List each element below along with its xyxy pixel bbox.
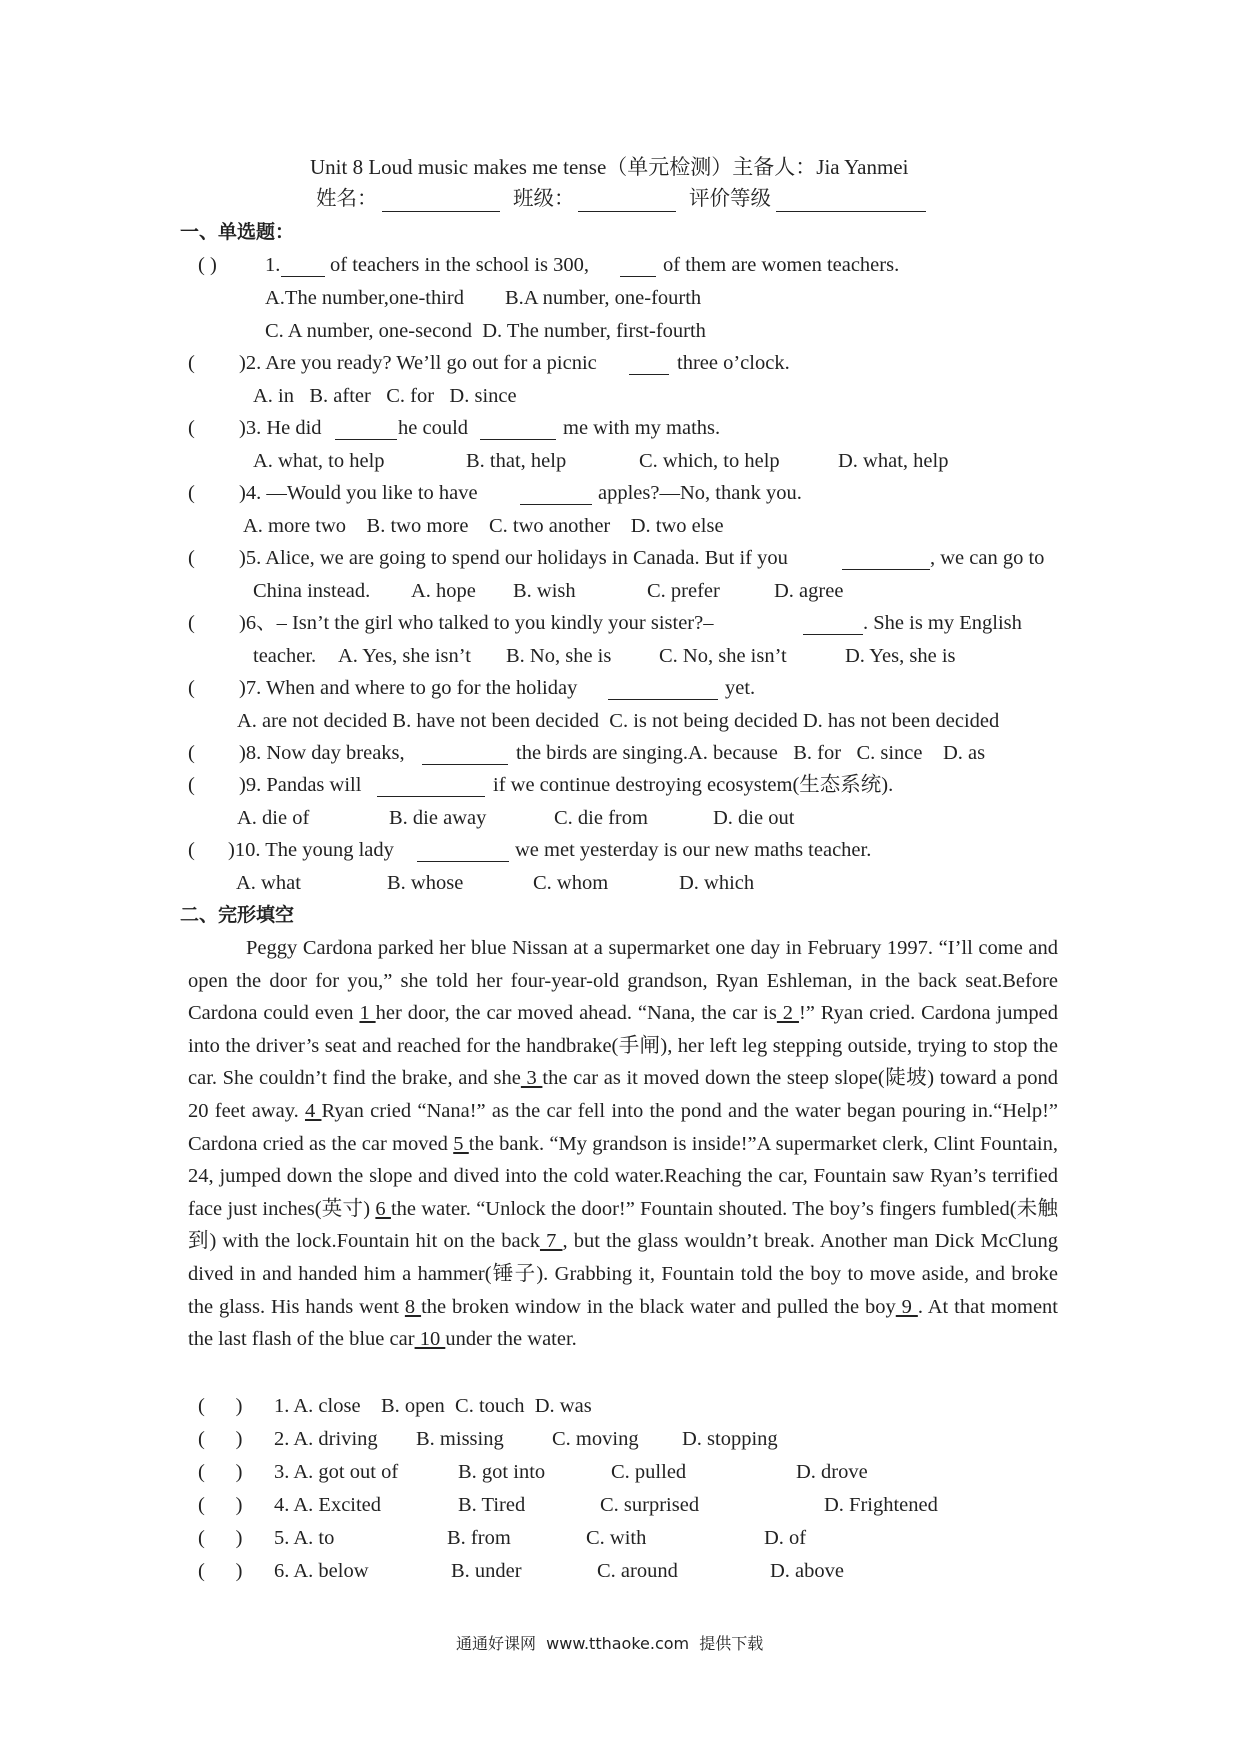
passage-text-6: the bank. “My grandson is inside!”A supermarket clerk, Clint Fountain, 24, jumped down the slope and dived into the cold water.Reaching the car, Fountain saw Ryan’s terrified face just inches(英寸) [188,1132,1058,1220]
q3-option-b: B. that, help [466,450,567,472]
q10-option-b: B. whose [387,872,464,894]
q10-stem-end: we met yesterday is our new maths teacher. [515,839,872,861]
q7-options: A. are not decided B. have not been decided C. is not being decided D. has not been decided [237,710,1000,732]
q9-blank [377,776,485,797]
c5-paren: ( ) [198,1527,243,1549]
passage-text-4: the car as it moved down the steep slope(陡坡) toward a pond 20 feet away. [188,1067,1059,1122]
q1-blank-1 [281,256,325,277]
q6-option-a: A. Yes, she isn’t [338,645,471,667]
q6-option-d: D. Yes, she is [845,645,956,667]
c5-label: 5. A. to [274,1527,335,1549]
cloze-blank-5: 5 [453,1132,469,1155]
q3-stem-mid: he could [398,417,469,439]
c3-option-d: D. drove [796,1461,868,1483]
passage-text-9: the broken window in the black water and pulled the boy [421,1295,896,1318]
q6-continuation: teacher. [253,645,317,667]
cloze-blank-1: 1 [359,1002,376,1025]
c6-paren: ( ) [198,1560,243,1582]
worksheet-title: Unit 8 Loud music makes me tense（单元检测）主备人：Jia Yanmei [310,155,909,179]
q1-number: 1. [265,254,281,276]
c5-option-b: B. from [447,1527,511,1549]
passage-text-5: Ryan cried “Nana!” as the car fell into the pond and the water began pouring in.“Help!” Cardona cried as the car moved [188,1099,1058,1155]
cloze-blank-6: 6 [375,1197,391,1220]
section1-heading: 一、单选题： [180,221,295,243]
q5-option-b: B. wish [513,580,576,602]
grade-blank [776,191,926,212]
passage-text-3: !” Ryan cried. Cardona jumped into the driver’s seat and reached for the handbrake(手闸), her left leg stepping outside, trying to stop the car. She couldn’t find the brake, and she [188,1002,1059,1090]
c1-paren: ( ) [198,1395,243,1417]
q1-options-1: A.The number,one-third B.A number, one-fourth [265,287,702,309]
q3-blank-1 [335,419,397,440]
q5-blank [842,549,930,570]
cloze-blank-2: 2 [776,1002,799,1025]
q3-option-c: C. which, to help [639,450,780,472]
c3-paren: ( ) [198,1461,243,1483]
q1-stem-end: of them are women teachers. [663,254,900,276]
q3-stem-end: me with my maths. [563,417,721,439]
c2-label: 2. A. driving [274,1428,378,1450]
q6-blank [803,614,863,635]
q6-option-c: C. No, she isn’t [659,645,787,667]
passage-text-8: , but the glass wouldn’t break. Another man Dick McClung dived in and handed him a hammer(锤子). Grabbing it, Fountain told the boy to move aside, and broke the glass. His hands went [188,1230,1059,1318]
q9-paren: ( [188,774,195,796]
c4-option-c: C. surprised [600,1494,700,1516]
q3-option-a: A. what, to help [253,450,385,472]
q8-stem: )8. Now day breaks, [239,742,405,764]
q5-continuation: China instead. [253,580,371,602]
q9-stem: )9. Pandas will [239,774,362,796]
q2-blank [629,354,669,375]
c4-option-d: D. Frightened [824,1494,938,1516]
q7-paren: ( [188,677,195,699]
q9-option-d: D. die out [713,807,795,829]
q1-stem: of teachers in the school is 300, [330,254,590,276]
q9-option-b: B. die away [389,807,487,829]
q6-paren: ( [188,612,195,634]
q7-stem-end: yet. [725,677,756,699]
q2-paren: ( [188,352,195,374]
q2-stem: )2. Are you ready? We’ll go out for a picnic [239,352,597,374]
name-label: 姓名： [316,188,378,210]
q5-stem: )5. Alice, we are going to spend our holidays in Canada. But if you [239,547,788,569]
q4-options: A. more two B. two more C. two another D. two else [243,515,724,537]
c4-paren: ( ) [198,1494,243,1516]
c5-option-c: C. with [586,1527,647,1549]
cloze-blank-4: 4 [304,1099,322,1122]
q9-option-a: A. die of [237,807,310,829]
passage-text-7: the water. “Unlock the door!” Fountain shouted. The boy’s fingers fumbled(未触到) with the lock.Fountain hit on the back [188,1197,1059,1253]
cloze-blank-8: 8 [404,1295,422,1318]
c6-label: 6. A. below [274,1560,369,1582]
q3-blank-2 [480,419,556,440]
q10-paren: ( [188,839,195,861]
q5-option-d: D. agree [774,580,844,602]
q6-stem-end: . She is my English [863,612,1022,634]
q3-option-d: D. what, help [838,450,949,472]
cloze-blank-7: 7 [539,1230,563,1253]
q2-options: A. in B. after C. for D. since [253,385,517,407]
passage-text-10: . At that moment the last flash of the blue car [188,1295,1059,1351]
c3-option-c: C. pulled [611,1461,687,1483]
q9-option-c: C. die from [554,807,648,829]
q5-option-c: C. prefer [647,580,720,602]
q4-stem-end: apples?—No, thank you. [598,482,802,504]
c1-label: 1. A. close [274,1395,361,1417]
c4-label: 4. A. Excited [274,1494,382,1516]
class-blank [578,191,676,212]
class-label: 班级： [513,188,575,210]
q7-stem: )7. When and where to go for the holiday [239,677,578,699]
c1-options: B. open C. touch D. was [381,1395,592,1417]
q7-blank [608,679,718,700]
q10-stem: )10. The young lady [228,839,394,861]
q3-paren: ( [188,417,195,439]
c5-option-d: D. of [764,1527,807,1549]
c6-option-b: B. under [451,1560,522,1582]
q10-blank [417,841,509,862]
cloze-passage [188,932,1058,1356]
grade-label: 评价等级 [689,188,771,210]
c2-option-c: C. moving [552,1428,639,1450]
q1-paren: ( ) [198,254,217,276]
q8-blank [422,744,508,765]
q5-stem-end: , we can go to [930,547,1045,569]
cloze-blank-9: 9 [895,1295,918,1318]
c6-option-d: D. above [770,1560,845,1582]
passage-text-11: under the water. [445,1328,577,1351]
c3-label: 3. A. got out of [274,1461,399,1483]
q6-option-b: B. No, she is [506,645,612,667]
q1-blank-2 [620,256,656,277]
q10-option-c: C. whom [533,872,609,894]
cloze-blank-3: 3 [520,1067,543,1090]
c3-option-b: B. got into [458,1461,546,1483]
q2-stem-end: three o’clock. [677,352,790,374]
q10-option-a: A. what [236,872,301,894]
q5-paren: ( [188,547,195,569]
name-blank [382,191,500,212]
q9-stem-end: if we continue destroying ecosystem(生态系统). [493,774,894,796]
footer-credit: 通通好课网 www.tthaoke.com 提供下载 [456,1634,764,1653]
c4-option-b: B. Tired [458,1494,526,1516]
c2-paren: ( ) [198,1428,243,1450]
q8-paren: ( [188,742,195,764]
q4-blank [520,484,592,505]
q6-stem: )6、– Isn’t the girl who talked to you kindly your sister?– [239,612,714,634]
cloze-blank-10: 10 [414,1328,446,1351]
q10-option-d: D. which [679,872,755,894]
c6-option-c: C. around [597,1560,678,1582]
q8-stem-end: the birds are singing.A. because B. for C. since D. as [516,742,986,764]
passage-text-2: her door, the car moved ahead. “Nana, the car is [375,1002,777,1025]
q3-stem: )3. He did [239,417,322,439]
passage-text-1: Peggy Cardona parked her blue Nissan at a supermarket one day in February 1997. “I’ll come and open the door for you,” she told her four-year-old grandson, Ryan Eshleman, in the back seat.Before Cardona could even [188,937,1058,1025]
q4-stem: )4. —Would you like to have [239,482,478,504]
q5-option-a: A. hope [411,580,476,602]
c2-option-d: D. stopping [682,1428,778,1450]
c2-option-b: B. missing [416,1428,504,1450]
section2-heading: 二、完形填空 [180,904,295,926]
q4-paren: ( [188,482,195,504]
q1-options-2: C. A number, one-second D. The number, first-fourth [265,320,706,342]
